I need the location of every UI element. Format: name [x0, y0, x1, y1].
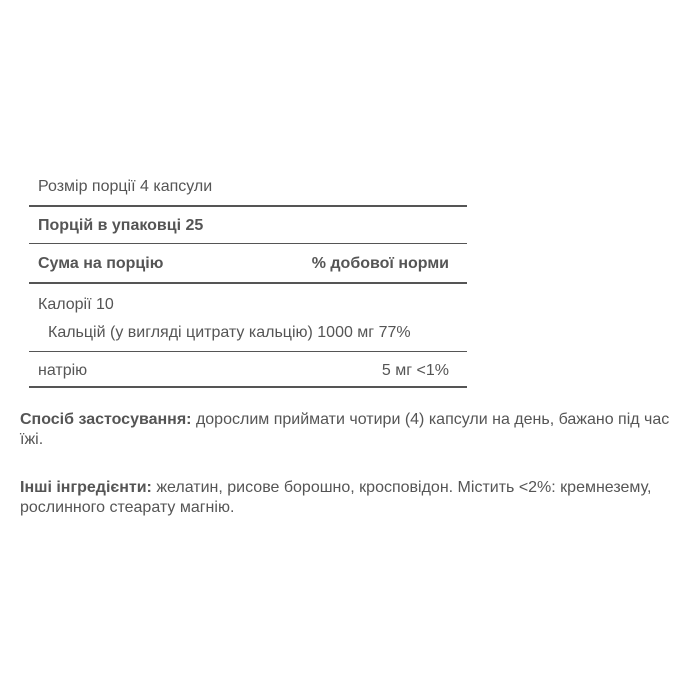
usage-paragraph	[20, 410, 685, 450]
sodium-name: натрію	[38, 362, 88, 379]
ingredients-paragraph	[20, 478, 685, 518]
calories-text: Калорії 10	[38, 296, 114, 313]
usage-label: Спосіб застосування:	[20, 411, 192, 428]
daily-value-label: % добової норми	[311, 255, 449, 272]
amount-per-serving-label: Сума на порцію	[38, 255, 164, 272]
ingredients-label: Інші інгредієнти:	[20, 479, 152, 496]
ingredients-text: желатин, рисове борошно, кросповідон. Містить <2%: кремнезему, рослинного стеарату магнію.	[20, 479, 652, 516]
calories-row	[29, 284, 467, 318]
sodium-value: 5 мг <1%	[381, 362, 449, 379]
servings-per-container-row	[29, 207, 467, 244]
supplement-facts-table	[29, 170, 467, 388]
servings-per-container-text: Порцій в упаковці 25	[38, 217, 204, 234]
serving-size-row	[29, 170, 467, 207]
calcium-row	[29, 318, 467, 352]
serving-size-text: Розмір порції 4 капсули	[38, 178, 213, 195]
table-header-row	[29, 244, 467, 284]
calcium-text: Кальцій (у вигляді цитрату кальцію) 1000 мг 77%	[48, 324, 411, 341]
sodium-row	[29, 352, 467, 388]
usage-text: дорослим приймати чотири (4) капсули на день, бажано під час їжі.	[20, 411, 670, 448]
